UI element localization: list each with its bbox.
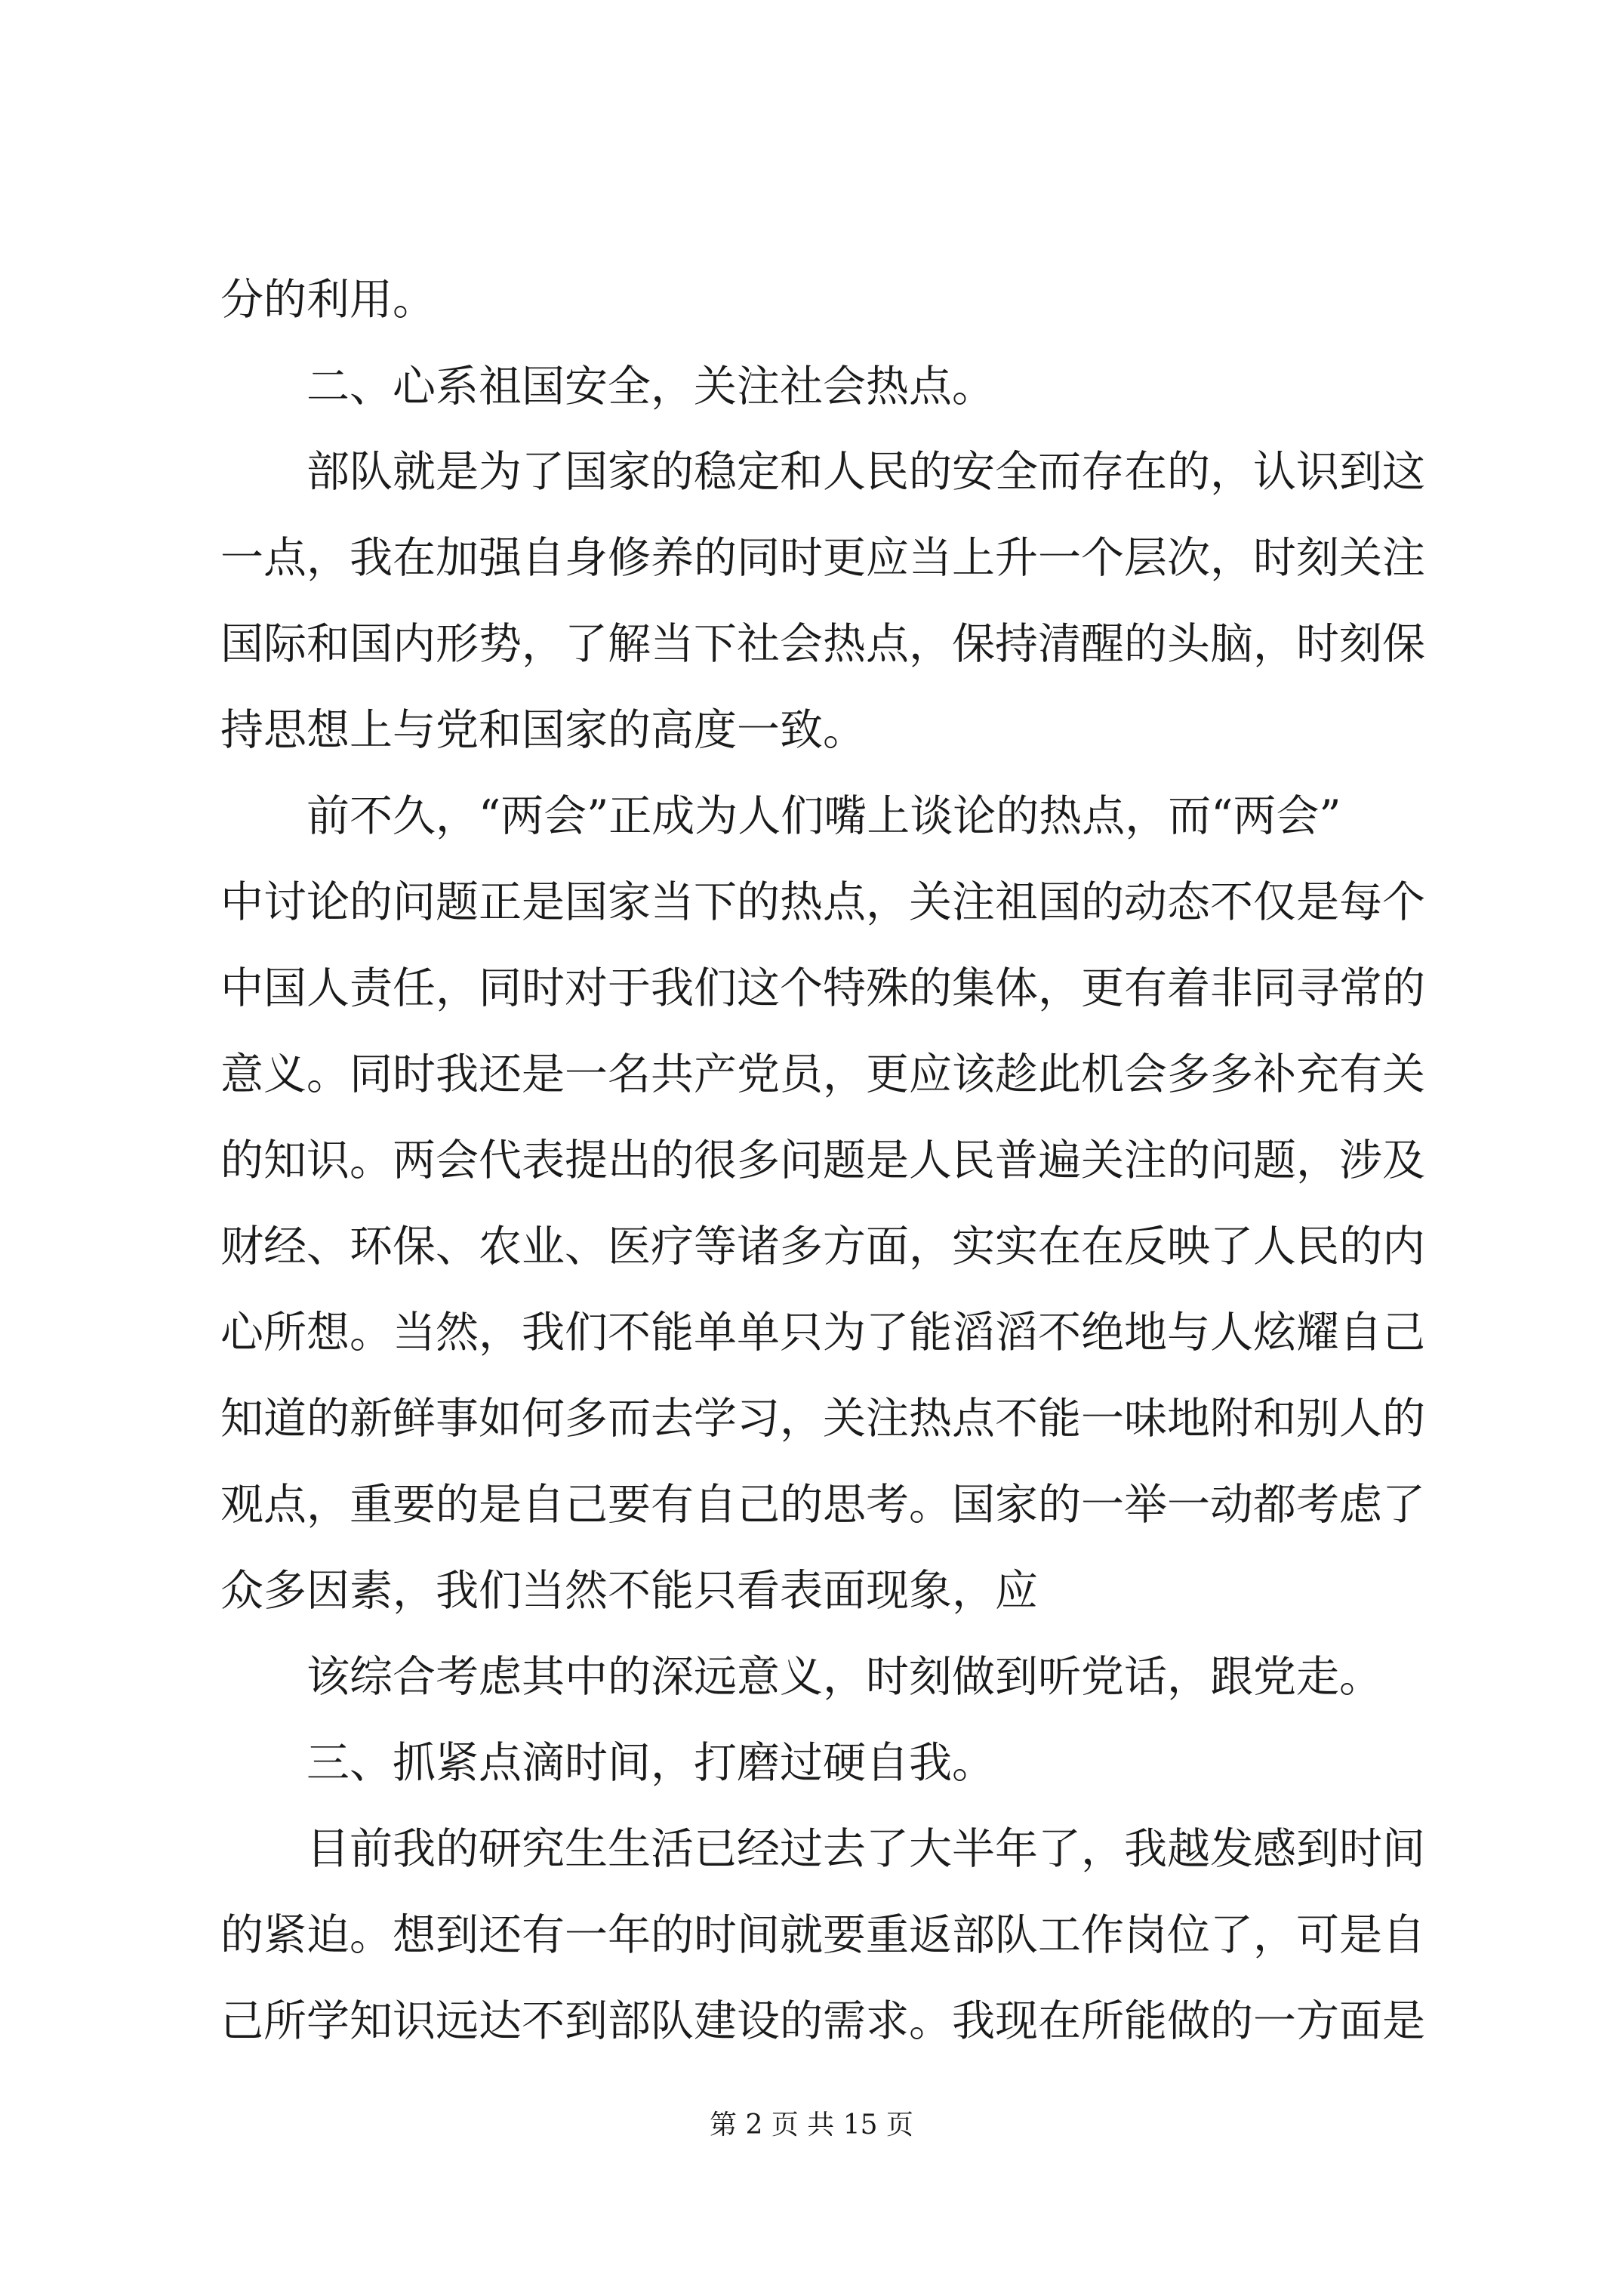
- text-line: 观点，重要的是自己要有自己的思考。国家的一举一动都考虑了: [220, 1480, 1425, 1530]
- section-heading: 二、心系祖国安全，关注社会热点。: [306, 362, 995, 411]
- text-line: 国际和国内形势，了解当下社会热点，保持清醒的头脑，时刻保: [220, 619, 1425, 669]
- page-footer: [0, 2109, 1623, 2142]
- text-line: 意义。同时我还是一名共产党员，更应该趁此机会多多补充有关: [220, 1049, 1425, 1099]
- text-line: 部队就是为了国家的稳定和人民的安全而存在的，认识到这: [306, 447, 1425, 497]
- text-line: 心所想。当然，我们不能单单只为了能滔滔不绝地与人炫耀自己: [220, 1308, 1425, 1358]
- text-line: 中国人责任，同时对于我们这个特殊的集体，更有着非同寻常的: [220, 963, 1425, 1013]
- text-line: 中讨论的问题正是国家当下的热点，关注祖国的动态不仅是每个: [220, 877, 1425, 927]
- text-line: 的知识。两会代表提出的很多问题是人民普遍关注的问题，涉及: [220, 1136, 1425, 1185]
- section-heading: 三、抓紧点滴时间，打磨过硬自我。: [306, 1738, 995, 1788]
- text-line: 该综合考虑其中的深远意义，时刻做到听党话，跟党走。: [306, 1652, 1382, 1702]
- text-line: 一点，我在加强自身修养的同时更应当上升一个层次，时刻关注: [220, 533, 1425, 583]
- text-line: 持思想上与党和国家的高度一致。: [220, 705, 866, 755]
- text-line: 知道的新鲜事如何多而去学习，关注热点不能一味地附和别人的: [220, 1394, 1425, 1444]
- text-line: 的紧迫。想到还有一年的时间就要重返部队工作岗位了，可是自: [220, 1910, 1425, 1960]
- text-line: 分的利用。: [220, 275, 436, 325]
- page-number-label: 第 2 页 共 15 页: [710, 2110, 913, 2140]
- text-line: 众多因素，我们当然不能只看表面现象，应: [220, 1566, 1038, 1616]
- text-line: 己所学知识远达不到部队建设的需求。我现在所能做的一方面是: [220, 1996, 1425, 2046]
- text-line: 目前我的研究生生活已经过去了大半年了，我越发感到时间: [306, 1824, 1425, 1874]
- text-line: 前不久，“两会”正成为人们嘴上谈论的热点，而“两会”: [306, 791, 1341, 841]
- text-line: 财经、环保、农业、医疗等诸多方面，实实在在反映了人民的内: [220, 1222, 1425, 1271]
